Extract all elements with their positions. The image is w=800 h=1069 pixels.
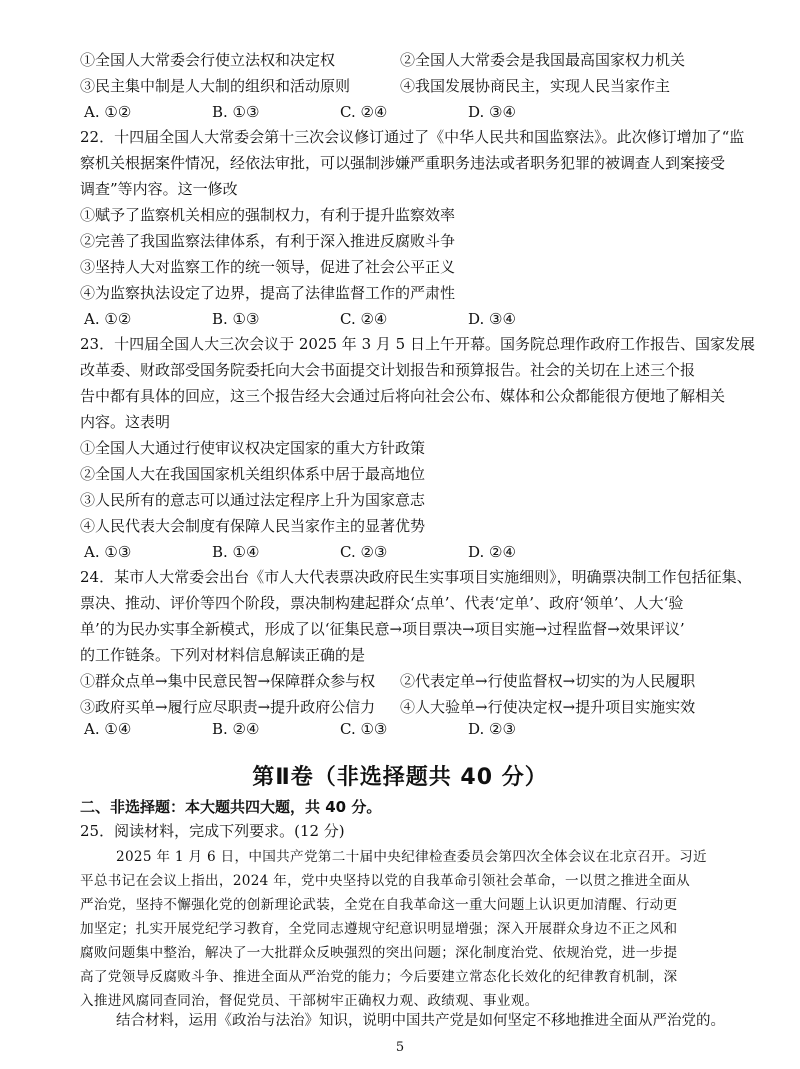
q24-stem-line-2: 票决、推动、评价等四个阶段，票决制构建起群众‘点单’、代表‘定单’、政府‘领单’、人大‘验	[80, 594, 684, 612]
q21-option-d: D. ③④	[468, 103, 516, 121]
q23-statement-1: ①全国人大通过行使审议权决定国家的重大方针政策	[80, 439, 426, 457]
q22-stem-line-2: 察机关根据案件情况，经依法审批，可以强制涉嫌严重职务违法或者职务犯罪的被调查人到案接受	[80, 154, 726, 172]
q24-stem-line-3: 单’的为民办实事全新模式，形成了以‘征集民意→项目票决→项目实施→过程监督→效果评议’	[80, 620, 685, 638]
q23-option-d: D. ②④	[468, 543, 516, 561]
q24-option-d: D. ②③	[468, 720, 516, 738]
q24-statement-4: ④人大验单→行使决定权→提升项目实施实效	[400, 698, 696, 716]
q23-stem-line-2: 改革委、财政部受国务院委托向大会书面提交计划报告和预算报告。社会的关切在上述三个报	[80, 361, 696, 379]
section-heading: 二、非选择题：本大题共四大题，共 40 分。	[80, 798, 382, 816]
q24-option-c: C. ①③	[340, 720, 388, 738]
q23-stem-line-1: 23．十四届全国人大三次会议于 2025 年 3 月 5 日上午开幕。国务院总理作政府工作报告、国家发展	[80, 335, 755, 353]
q25-passage-line-5: 腐败问题集中整治，解决了一大批群众反映强烈的突出问题；深化制度治党、依规治党，进一步提	[80, 945, 678, 961]
q22-option-c: C. ②④	[340, 310, 388, 328]
q21-option-a: A. ①②	[84, 103, 132, 121]
q23-statement-2: ②全国人大在我国国家机关组织体系中居于最高地位	[80, 465, 426, 483]
q23-option-c: C. ②③	[340, 543, 388, 561]
q21-option-c: C. ②④	[340, 103, 388, 121]
q21-statement-4: ④我国发展协商民主，实现人民当家作主	[400, 77, 671, 95]
q25-passage-line-7: 入推进风腐同查同治，督促党员、干部树牢正确权力观、政绩观、事业观。	[80, 993, 539, 1009]
q25-passage-line-4: 加坚定；扎实开展党纪学习教育，全党同志遵规守纪意识明显增强；深入开展群众身边不正之风和	[80, 921, 678, 937]
q22-option-b: B. ①③	[212, 310, 260, 328]
q22-option-a: A. ①②	[84, 310, 132, 328]
q21-option-b: B. ①③	[212, 103, 260, 121]
q22-statement-1: ①赋予了监察机关相应的强制权力，有利于提升监察效率	[80, 206, 456, 224]
q22-statement-2: ②完善了我国监察法律体系，有利于深入推进反腐败斗争	[80, 232, 456, 250]
q24-stem-line-4: 的工作链条。下列对材料信息解读正确的是	[80, 646, 366, 664]
q23-stem-line-3: 告中都有具体的回应，这三个报告经大会通过后将向社会公布、媒体和公众都能很方便地了解相关	[80, 387, 726, 405]
q22-option-d: D. ③④	[468, 310, 516, 328]
q25-task: 结合材料，运用《政治与法治》知识，说明中国共产党是如何坚定不移地推进全面从严治党的。	[116, 1013, 725, 1029]
q21-statement-3: ③民主集中制是人大制的组织和活动原则	[80, 77, 351, 95]
q22-stem-line-1: 22．十四届全国人大常委会第十三次会议修订通过了《中华人民共和国监察法》。此次修订增加了“监	[80, 128, 745, 146]
q24-option-b: B. ②④	[212, 720, 260, 738]
q24-statement-2: ②代表定单→行使监督权→切实的为人民履职	[400, 672, 696, 690]
q25-passage-line-2: 平总书记在会议上指出，2024 年，党中央坚持以党的自我革命引领社会革命，一以贯之推进全面从	[80, 873, 691, 889]
q21-statement-1: ①全国人大常委会行使立法权和决定权	[80, 51, 336, 69]
q24-stem-line-1: 24．某市人大常委会出台《市人大代表票决政府民生实事项目实施细则》，明确票决制工作包括征集、	[80, 568, 752, 586]
q23-option-b: B. ①④	[212, 543, 260, 561]
page-number: 5	[395, 1040, 405, 1055]
q22-statement-3: ③坚持人大对监察工作的统一领导，促进了社会公平正义	[80, 258, 456, 276]
q23-option-a: A. ①③	[84, 543, 132, 561]
q24-option-a: A. ①④	[84, 720, 132, 738]
q25-passage-line-3: 严治党，坚持不懈强化党的创新理论武装，全党在自我革命这一重大问题上认识更加清醒、行动更	[80, 897, 678, 913]
q24-statement-3: ③政府买单→履行应尽职责→提升政府公信力	[80, 698, 376, 716]
part-2-title: 第Ⅱ卷（非选择题共 40 分）	[252, 765, 548, 790]
q24-statement-1: ①群众点单→集中民意民智→保障群众参与权	[80, 672, 376, 690]
q22-statement-4: ④为监察执法设定了边界，提高了法律监督工作的严肃性	[80, 284, 456, 302]
q21-statement-2: ②全国人大常委会是我国最高国家权力机关	[400, 51, 686, 69]
q23-stem-line-4: 内容。这表明	[80, 413, 171, 431]
q25-passage-line-1: 2025 年 1 月 6 日，中国共产党第二十届中央纪律检查委员会第四次全体会议在北京召开。习近	[116, 849, 707, 865]
q25-passage-line-6: 高了党领导反腐败斗争、推进全面从严治党的能力；今后要建立常态化长效化的纪律教育机制，深	[80, 969, 678, 985]
q23-statement-4: ④人民代表大会制度有保障人民当家作主的显著优势	[80, 517, 426, 535]
q22-stem-line-3: 调查”等内容。这一修改	[80, 180, 238, 198]
q25-title: 25．阅读材料，完成下列要求。(12 分)	[80, 822, 345, 840]
q23-statement-3: ③人民所有的意志可以通过法定程序上升为国家意志	[80, 491, 426, 509]
